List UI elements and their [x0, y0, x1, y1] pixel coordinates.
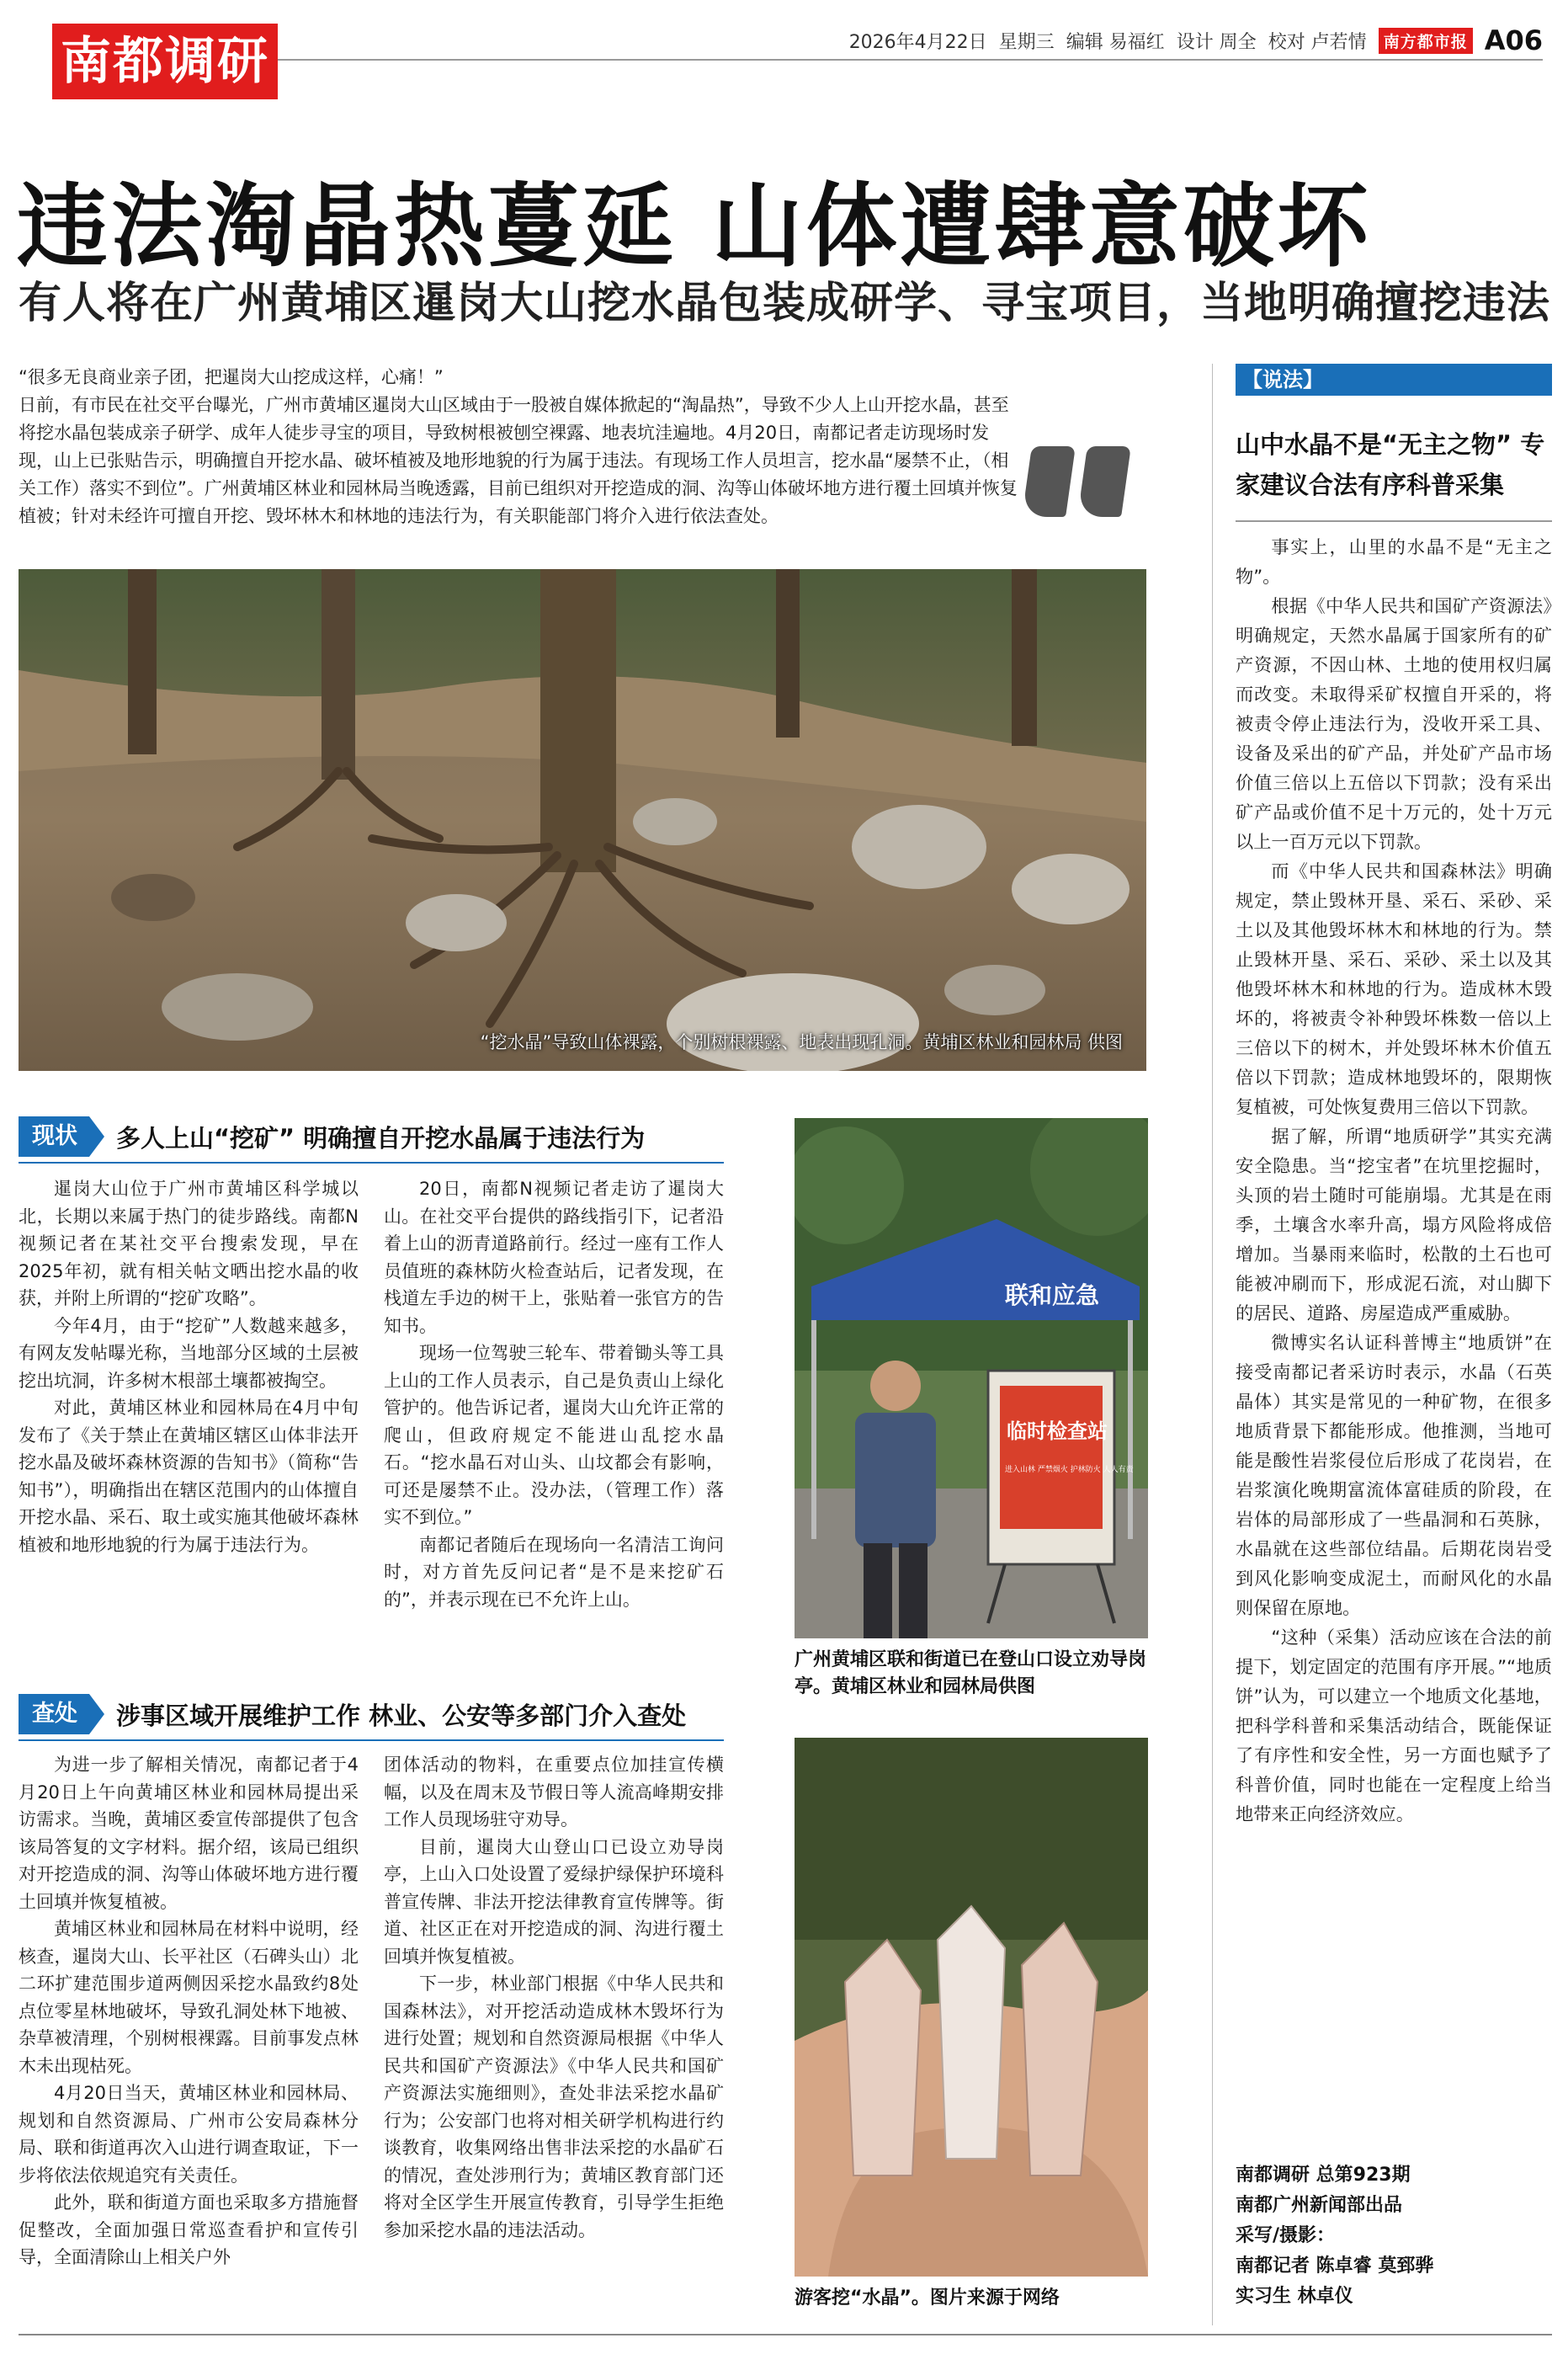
quote-mark-icon — [1027, 446, 1145, 547]
credit-issue: 南都调研 总第923期 — [1236, 2165, 1411, 2186]
sign-text: 临时检查站 — [1007, 1419, 1108, 1443]
paragraph: 据了解，所谓“地质研学”其实充满安全隐患。当“挖宝者”在坑里挖掘时，头顶的岩土随时可能崩塌。尤其是在雨季，土壤含水率升高，塌方风险将成倍增加。当暴雨来临时，松散的土石也可能被冲刷而下，形成泥石流，对山脚下的居民、道路、房屋造成严重威胁。 — [1236, 1126, 1552, 1323]
crystals-photo-caption: 游客挖“水晶”。图片来源于网络 — [795, 2287, 1060, 2309]
editor: 编辑 易福红 — [1066, 31, 1165, 53]
sign-small-text: 进入山林 严禁烟火 护林防火 人人有责 — [1005, 1466, 1134, 1474]
section1-badge: 现状 — [19, 1116, 89, 1157]
paragraph: 暹岗大山位于广州市黄埔区科学城以北，长期以来属于热门的徒步路线。南都N视频记者在某社交平台搜索发现，早在2025年初，就有相关帖文晒出挖水晶的收获，并附上所谓的“挖矿攻略”。 — [19, 1179, 359, 1308]
tent-text: 联和应急 — [1005, 1281, 1100, 1309]
crystals-in-hand-image — [795, 1738, 1148, 2277]
masthead — [0, 0, 1568, 101]
lead-body: 日前，有市民在社交平台曝光，广州市黄埔区暹岗大山区域由于一股被自媒体掀起的“淘晶热”，导致不少人上山开挖水晶，甚至将挖水晶包装成亲子研学、成年人徒步寻宝的项目，导致树根被刨空裸露、地表坑洼遍地。4月20日，南都记者走访现场时发现，山上已张贴告示，明确擅自开挖水晶、破坏植被及地形地貌的行为属于违法。有现场工作人员坦言，挖水晶“屡禁不止，（相关工作）落实不到位”。广州黄埔区林业和园林局当晚透露，目前已组织对开挖造成的洞、沟等山体破坏地方进行覆土回填并恢复植被；针对未经许可擅自开挖、毁坏林木和林地的违法行为，有关职能部门将介入进行依法查处。 — [19, 395, 1018, 526]
proofreader: 校对 卢若情 — [1268, 31, 1367, 53]
paragraph: 4月20日当天，黄埔区林业和园林局、规划和自然资源局、广州市公安局森林分局、联和街道再次入山进行调查取证，下一步将依法依规追究有关责任。 — [19, 2083, 359, 2186]
main-photo — [19, 569, 1146, 1071]
paragraph: 20日，南都N视频记者走访了暹岗大山。在社交平台提供的路线指引下，记者沿着上山的沥青道路前行。经过一座有工作人员值班的森林防火检查站后，记者发现，在栈道左手边的树干上，张贴着一张官方的告知书。 — [384, 1179, 724, 1336]
section1-column-1 — [19, 1175, 359, 1558]
paragraph: 微博实名认证科普博主“地质饼”在接受南都记者采访时表示，水晶（石英晶体）其实是常见的一种矿物，在很多地质背景下都能形成。他推测，当地可能是酸性岩浆侵位后形成了花岗岩，在岩浆演化晚期富流体富硅质的阶段，在岩体的局部形成了一些晶洞和石英脉，水晶就在这些部位结晶。后期花岗岩受到风化影响变成泥土，而耐风化的水晶则保留在原地。 — [1236, 1332, 1552, 1618]
paper-logo: 南方都市报 — [1379, 28, 1473, 54]
top-rule — [278, 59, 1543, 61]
section2-column-2 — [384, 1751, 724, 2244]
checkpoint-photo-caption: 广州黄埔区联和街道已在登山口设立劝导岗亭。黄埔区林业和园林局供图 — [795, 1649, 1147, 1697]
paragraph: 对此，黄埔区林业和园林局在4月中旬发布了《关于禁止在黄埔区辖区山体非法开挖水晶及破坏森林资源的告知书》（简称“告知书”），明确指出在辖区范围内的山体擅自开挖水晶、采石、取土或实施其他破坏森林植被和地形地貌的行为属于违法行为。 — [19, 1398, 359, 1555]
section2-badge: 查处 — [19, 1694, 89, 1734]
opinion-label: 【说法】 — [1236, 364, 1552, 396]
paragraph: 今年4月，由于“挖矿”人数越来越多，有网友发帖曝光称，当地部分区域的土层被挖出坑洞，许多树木根部土壤都被掏空。 — [19, 1315, 359, 1391]
section1-title: 多人上山“挖矿” 明确擅自开挖水晶属于违法行为 — [116, 1123, 646, 1153]
credit-block — [1236, 2160, 1552, 2312]
subheadline: 有人将在广州黄埔区暹岗大山挖水晶包装成研学、寻宝项目，当地明确擅挖违法 — [19, 279, 1551, 328]
lead-paragraph — [19, 364, 1146, 530]
credit-role: 采写/摄影： — [1236, 2225, 1336, 2246]
column-divider — [1212, 364, 1213, 2325]
opinion-title: 山中水晶不是“无主之物” 专家建议合法有序科普采集 — [1236, 430, 1545, 499]
section1-rule — [19, 1162, 724, 1164]
paragraph: 黄埔区林业和园林局在材料中说明，经核查，暹岗大山、长平社区（石碑头山）北二环扩建范围步道两侧因采挖水晶致约8处点位零星林地破坏，导致孔洞处林下地被、杂草被清理，个别树根裸露。目前事发点林木未出现枯死。 — [19, 1919, 359, 2076]
section2-title: 涉事区域开展维护工作 林业、公安等多部门介入查处 — [116, 1701, 687, 1730]
crystals-photo — [795, 1738, 1148, 2277]
bottom-rule — [19, 2334, 1552, 2335]
checkpoint-photo — [795, 1118, 1148, 1638]
paragraph: 现场一位驾驶三轮车、带着锄头等工具上山的工作人员表示，自己是负责山上绿化管护的。他告诉记者，暹岗大山允许正常的爬山，但政府规定不能进山乱挖水晶石。“挖水晶石对山头、山坟都会有影响，可还是屡禁不止。没办法，（管理工作）落实不到位。” — [384, 1343, 724, 1527]
section2-rule — [19, 1739, 724, 1741]
page-info — [849, 24, 1543, 57]
opinion-rule — [1236, 520, 1552, 522]
checkpoint-image — [795, 1118, 1148, 1638]
paragraph: 团体活动的物料，在重要点位加挂宣传横幅，以及在周末及节假日等人流高峰期安排工作人员现场驻守劝导。 — [384, 1755, 724, 1829]
paragraph: 目前，暹岗大山登山口已设立劝导岗亭，上山入口处设置了爱绿护绿保护环境科普宣传牌、非法开挖法律教育宣传牌等。街道、社区正在对开挖造成的洞、沟进行覆土回填并恢复植被。 — [384, 1836, 724, 1967]
paragraph: 此外，联和街道方面也采取多方措施督促整改，全面加强日常巡查看护和宣传引导，全面清除山上相关户外 — [19, 2192, 359, 2267]
weekday: 星期三 — [998, 31, 1055, 53]
paragraph: 根据《中华人民共和国矿产资源法》明确规定，天然水晶属于国家所有的矿产资源，不因山林、土地的使用权归属而改变。未取得采矿权擅自开采的，将被责令停止违法行为，没收开采工具、设备及采出的矿产品，并处矿产品市场价值三倍以上五倍以下罚款；没有采出矿产品或价值不足十万元的，处十万元以上一百万元以下罚款。 — [1236, 595, 1552, 852]
page-number: A06 — [1484, 24, 1543, 56]
credit-reporters: 南都记者 陈卓睿 莫郅骅 — [1236, 2255, 1434, 2277]
paragraph: 为进一步了解相关情况，南都记者于4月20日上午向黄埔区林业和园林局提出采访需求。当晚，黄埔区委宣传部提供了包含该局答复的文字材料。据介绍，该局已组织对开挖造成的洞、沟等山体破坏地方进行覆土回填并恢复植被。 — [19, 1755, 359, 1912]
paragraph: 而《中华人民共和国森林法》明确规定，禁止毁林开垦、采石、采砂、采土以及其他毁坏林木和林地的行为。禁止毁林开垦、采石、采砂、采土以及其他毁坏林木和林地的行为。造成林木毁坏的，将被责令补种毁坏株数一倍以上三倍以下的树木，并处毁坏林木价值五倍以下罚款；造成林地毁坏的，限期恢复植被，可处恢复费用三倍以下罚款。 — [1236, 860, 1552, 1117]
paragraph: “这种（采集）活动应该在合法的前提下，划定固定的范围有序开展。”“地质饼”认为，可以建立一个地质文化基地，把科学科普和采集活动结合，既能保证了有序性和安全性，另一方面也赋予了科普价值，同时也能在一定程度上给当地带来正向经济效应。 — [1236, 1627, 1552, 1824]
opinion-body — [1236, 532, 1552, 1829]
credit-intern: 实习生 林卓仪 — [1236, 2286, 1353, 2307]
credit-producer: 南都广州新闻部出品 — [1236, 2195, 1403, 2216]
main-photo-caption: “挖水晶”导致山体裸露，个别树根裸露、地表出现孔洞。黄埔区林业和园林局 供图 — [480, 1032, 1123, 1052]
excavated-hillside-image — [19, 569, 1146, 1071]
paragraph: 南都记者随后在现场向一名清洁工询问时，对方首先反问记者“是不是来挖矿石的”，并表示现在已不允许上山。 — [384, 1534, 724, 1610]
section1-header — [19, 1116, 645, 1157]
lead-quote: “很多无良商业亲子团，把暹岗大山挖成这样，心痛！” — [19, 367, 444, 387]
section1-column-2 — [384, 1175, 724, 1613]
paragraph: 事实上，山里的水晶不是“无主之物”。 — [1236, 536, 1552, 587]
date: 2026年4月22日 — [848, 31, 987, 53]
section-tag: 南都调研 — [52, 24, 278, 99]
section2-header — [19, 1694, 686, 1734]
section2-column-1 — [19, 1751, 359, 2271]
designer: 设计 周全 — [1176, 31, 1257, 53]
paragraph: 下一步，林业部门根据《中华人民共和国森林法》，对开挖活动造成林木毁坏行为进行处置；规划和自然资源局根据《中华人民共和国矿产资源法》《中华人民共和国矿产资源法实施细则》，查处非法采挖水晶矿行为；公安部门也将对相关研学机构进行约谈教育，收集网络出售非法采挖的水晶矿石的情况，查处涉刑行为；黄埔区教育部门还将对全区学生开展宣传教育，引导学生拒绝参加采挖水晶的违法活动。 — [384, 1973, 724, 2240]
headline: 违法淘晶热蔓延 山体遭肆意破坏 — [17, 174, 1372, 280]
